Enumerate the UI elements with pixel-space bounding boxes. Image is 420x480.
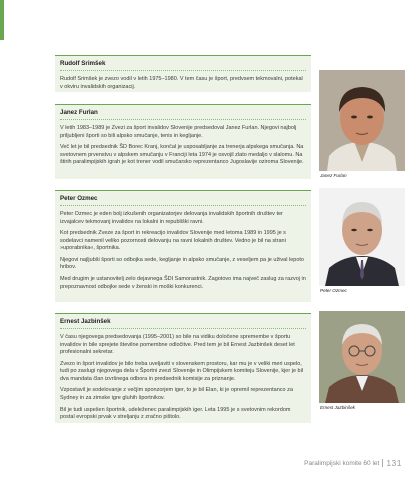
biography-paragraph: V času njegovega predsedovanja (1995–2001) so bile na vidiku določene spremembe v športu invalidov in bile sprejete številne pomembne odločitve. Pred tem je bil Ernest Jazbinšek deset let profesionalni sekretar.	[60, 334, 295, 356]
biography-paragraph: Rudolf Srimšek je zvezo vodil v letih 1975–1980. V tem času je šport, predvsem tekmovalni, potekal v okviru invalidskih organizacij.	[60, 76, 303, 90]
portrait-photo-ozmec	[319, 188, 405, 286]
portrait-photo-furlan	[319, 70, 405, 171]
biography-box-jazbinsek	[55, 313, 311, 423]
biography-box-srimsek	[55, 55, 311, 92]
biography-paragraph: Kot predsednik Zveze za šport in rekreacijo invalidov Slovenije med letoma 1989 in 1995 je s sodelavci namenil veliko pozornosti delovanju na ravni lokalnih društev. Vedno je bil na strani »uporabnika«, športnika.	[60, 230, 286, 252]
footer-divider	[382, 459, 383, 467]
biography-name: Peter Ozmec	[60, 195, 306, 206]
biography-paragraph: Peter Ozmec je eden bolj izkušenih organizatorjev delovanja invalidskih športnih društev ter izvajalcev tekmovanj invalidov na lokalni in republiški ravni.	[60, 211, 283, 225]
page-number: 131	[386, 458, 402, 468]
biography-name: Rudolf Srimšek	[60, 60, 306, 71]
page-edge-marker	[0, 0, 4, 40]
biography-box-ozmec	[55, 190, 311, 302]
biography-paragraph: Med drugim je ustanovitelj zelo dejavnega ŠDI Samorastnik. Zagotovo ima največ zaslug za razvoj in prepoznavnost odbojke sede v ženski in moški konkurenci.	[60, 276, 306, 290]
footer-text: Paralimpijski komite 60 let	[304, 459, 380, 467]
biography-name: Janez Furlan	[60, 109, 306, 120]
biography-paragraph: Njegovi najljubši športi so odbojka sede, kegljanje in alpsko smučanje, z veseljem pa je užival lepoto hribov.	[60, 256, 304, 271]
page-footer	[304, 458, 402, 468]
biography-paragraph: V letih 1983–1989 je Zvezi za šport invalidov Slovenije predsedoval Janez Furlan. Njegovi najbolj priljubljeni športi so bili alpsko smučanje, tenis in kegljanje.	[60, 125, 297, 139]
biography-box-furlan	[55, 104, 311, 179]
biography-paragraph: Vzpostavil je sodelovanje z večjim sponzorjem iger, to je bil Elan, ki je opremil reprezentanco za Sydney in za zimske igre gluhih športnikov.	[60, 387, 293, 402]
photo-caption: Ernest Jazbinšek	[320, 405, 355, 410]
biography-name: Ernest Jazbinšek	[60, 318, 306, 329]
biography-paragraph: Zvezo in šport invalidov je bilo treba uveljaviti v slovenskem prostoru, kar mu je v veliki meri uspelo, tudi po zaslugi njegovega dela v Športni zvezi Slovenije in Olimpijskem komiteju Slovenije, kjer je bil dva mandata član izvršnega odbora in predsednik komisije za priznanje.	[60, 360, 304, 382]
photo-caption: Peter Ozmec	[320, 288, 347, 293]
biography-paragraph: Več let je bil predsednik ŠD Borec Kranj, končal je usposabljanje za trenerja alpskega smučanja. Na svetovnem prvenstvu v alpskem smučanju v Franciji leta 1974 je osvojil zlato medaljo v slalomu. Na štirih paralimpijskih igrah je kot trener vodil smučarsko reprezentanco Jugoslavije oziroma Slovenije.	[60, 144, 304, 166]
biography-paragraph: Bil je tudi uspešen športnik, udeleženec paralimpijskih iger. Leta 1995 je s svetovnim rekordom postal evropski prvak v streljanju z zračno pištolo.	[60, 406, 291, 421]
portrait-photo-jazbinsek	[319, 311, 405, 403]
photo-caption: Janez Furlan	[320, 173, 347, 178]
